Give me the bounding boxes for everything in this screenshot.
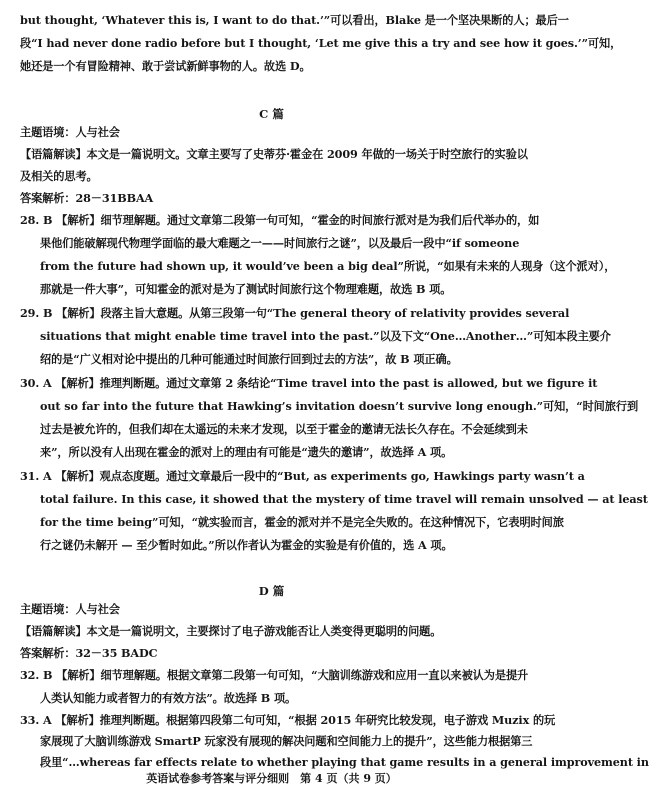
text-line: 她还是一个有冒险精神、敢于尝试新鲜事物的人。故选 D。 bbox=[20, 59, 311, 73]
item-33: 33. A 【解析】推理判断题。根据第四段第二句可知，“根据 2015 年研究比较发现，电子游戏 Muzix 的玩 bbox=[20, 713, 556, 727]
item-31: 行之谜仍未解开 — 至少暂时如此。”所以作者认为霍金的实验是有价值的，选 A 项。 bbox=[40, 538, 453, 552]
item-31: total failure. In this case, it showed that the mystery of time travel will remain unsolved — at least bbox=[40, 492, 648, 506]
item-33: 段里“…whereas far effects relate to whether playing that game results in a general improvement in bbox=[40, 755, 649, 769]
item-30: 过去是被允许的，但我们却在太遥远的未来才发现，以至于霍金的邀请无法长久存在。不会延续到未 bbox=[40, 422, 528, 436]
passage-summary: 【语篇解读】本文是一篇说明文。文章主要写了史蒂芬·霍金在 2009 年做的一场关于时空旅行的实验以 bbox=[20, 147, 528, 161]
item-32: 32. B 【解析】细节理解题。根据文章第二段第一句可知，“大脑训练游戏和应用一直以来被认为是提升 bbox=[20, 668, 529, 682]
item-30: 来”，所以没有人出现在霍金的派对上的理由有可能是“遗失的邀请”，故选择 A 项。 bbox=[40, 445, 453, 459]
item-33: 家展现了大脑训练游戏 SmartP 玩家没有展现的解决问题和空间能力上的提升”，这些能力根据第三 bbox=[40, 734, 533, 748]
item-29: 29. B 【解析】段落主旨大意题。从第三段第一句“The general theory of relativity provides several bbox=[20, 306, 570, 320]
text-line: 段“I had never done radio before but I thought, ‘Let me give this a try and see how it goes.’”可知， bbox=[20, 36, 622, 50]
section-heading-d: D 篇 bbox=[258, 584, 285, 598]
section-heading-c: C 篇 bbox=[259, 107, 284, 121]
item-28: from the future had shown up, it would’ve been a big deal”所说，“如果有未来的人现身（这个派对）， bbox=[40, 259, 616, 273]
item-28: 28. B 【解析】细节理解题。通过文章第二段第一句可知，“霍金的时间旅行派对是为我们后代举办的，如 bbox=[20, 213, 540, 227]
answer-key: 答案解析：28－31BBAA bbox=[20, 191, 154, 205]
text-line: but thought, ‘Whatever this is, I want to do that.’”可以看出，Blake 是一个坚决果断的人；最后一 bbox=[20, 13, 569, 27]
item-30: out so far into the future that Hawking’s invitation doesn’t survive long enough.”可知，“时间旅行到 bbox=[40, 399, 639, 413]
answer-key: 答案解析：32－35 BADC bbox=[20, 646, 158, 660]
item-29: situations that might enable time travel into the past.”以及下文“One…Another…”可知本段主要介 bbox=[40, 329, 611, 343]
item-28: 果他们能破解现代物理学面临的最大难题之一——时间旅行之谜”，以及最后一段中“if someone bbox=[40, 236, 520, 250]
item-30: 30. A 【解析】推理判断题。通过文章第 2 条结论“Time travel into the past is allowed, but we figure it bbox=[20, 376, 598, 390]
passage-summary: 【语篇解读】本文是一篇说明文，主要探讨了电子游戏能否让人类变得更聪明的问题。 bbox=[20, 624, 442, 638]
passage-summary: 及相关的思考。 bbox=[20, 169, 98, 183]
theme-context: 主题语境：人与社会 bbox=[20, 125, 120, 139]
page-footer: 英语试卷参考答案与评分细则 第 4 页（共 9 页） bbox=[146, 772, 397, 785]
item-29: 绍的是“广义相对论中提出的几种可能通过时间旅行回到过去的方法”，故 B 项正确。 bbox=[40, 352, 458, 366]
theme-context: 主题语境：人与社会 bbox=[20, 602, 120, 616]
item-28: 那就是一件大事”，可知霍金的派对是为了测试时间旅行这个物理难题，故选 B 项。 bbox=[40, 282, 452, 296]
item-31: for the time being”可知，“就实验而言，霍金的派对并不是完全失败的。在这种情况下，它表明时间旅 bbox=[40, 515, 564, 529]
item-32: 人类认知能力或者智力的有效方法”。故选择 B 项。 bbox=[40, 691, 297, 705]
item-31: 31. A 【解析】观点态度题。通过文章最后一段中的“But, as experiments go, Hawkings party wasn’t a bbox=[20, 469, 585, 483]
